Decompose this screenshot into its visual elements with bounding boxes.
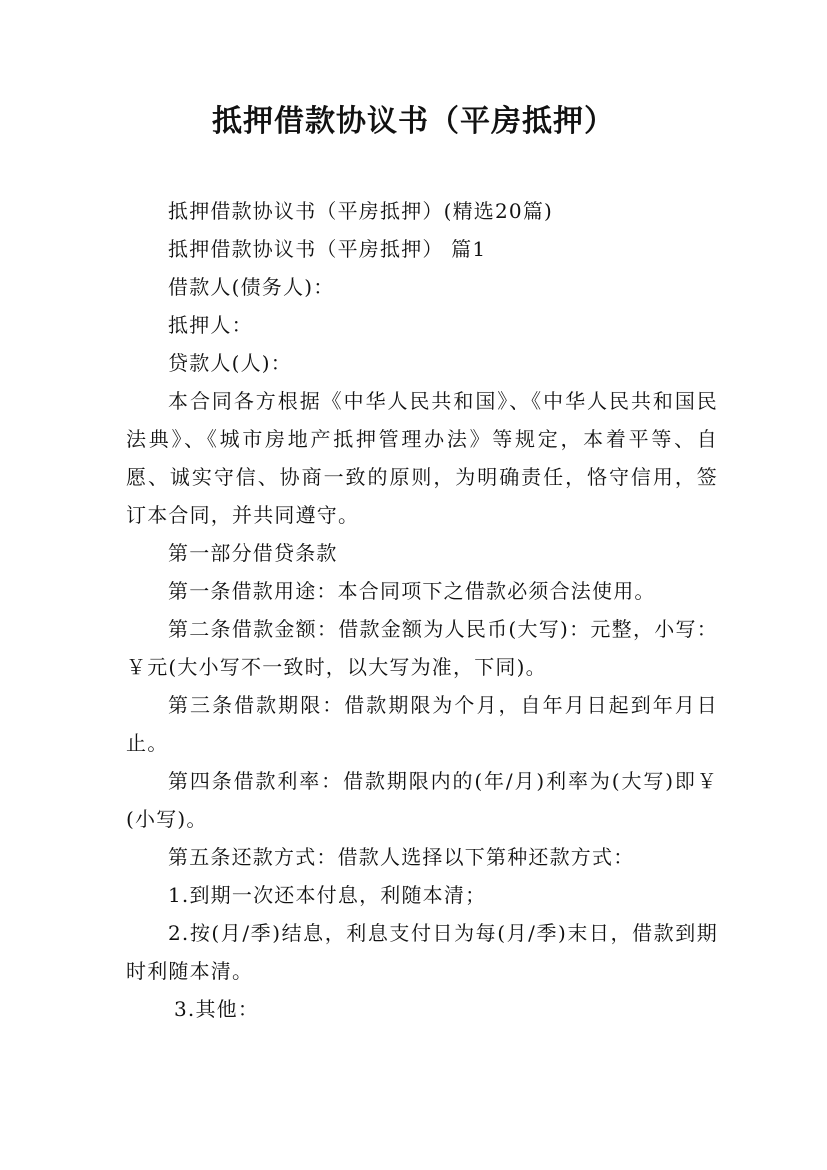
article-3: 第三条借款期限：借款期限为个月，自年月日起到年月日止。 [126, 693, 718, 755]
article-4: 第四条借款利率：借款期限内的(年/月)利率为(大写)即￥(小写)。 [126, 769, 718, 831]
borrower-line: 借款人(债务人)： [168, 275, 335, 299]
document-title: 抵押借款协议书（平房抵押） [212, 104, 615, 139]
repayment-option-1: 1.到期一次还本付息，利随本清； [168, 883, 487, 907]
article-5: 第五条还款方式：借款人选择以下第种还款方式： [168, 845, 635, 869]
preamble-paragraph: 本合同各方根据《中华人民共和国》、《中华人民共和国民法典》、《城市房地产抵押管理办法》等规定，本着平等、自愿、诚实守信、协商一致的原则，为明确责任，恪守信用，签订本合同，并共同遵守。 [126, 389, 718, 527]
repayment-option-3: 3.其他： [174, 997, 260, 1021]
mortgagor-line: 抵押人： [168, 313, 253, 337]
section-heading-1: 抵押借款协议书（平房抵押） 篇1 [168, 237, 487, 261]
doc-subtitle: 抵押借款协议书（平房抵押）(精选20篇) [168, 199, 554, 223]
article-1: 第一条借款用途：本合同项下之借款必须合法使用。 [168, 579, 656, 603]
part-one-heading: 第一部分借贷条款 [168, 541, 338, 565]
article-2: 第二条借款金额：借款金额为人民币(大写)：元整，小写：￥元(大小写不一致时，以大写为准，下同)。 [126, 617, 718, 679]
repayment-option-2: 2.按(月/季)结息，利息支付日为每(月/季)末日，借款到期时利随本清。 [126, 921, 718, 983]
document-body [126, 192, 718, 1028]
lender-line: 贷款人(人)： [168, 351, 293, 375]
